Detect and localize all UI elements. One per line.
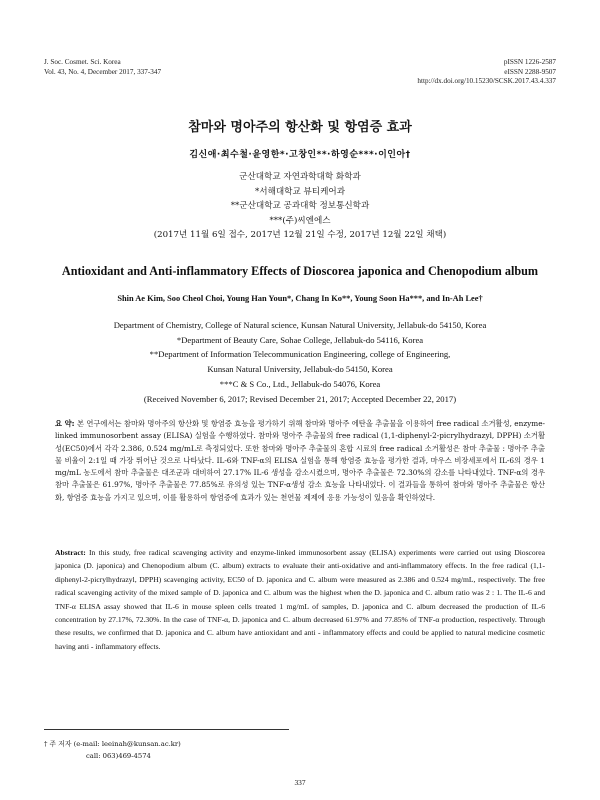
eissn: eISSN 2288-9507 xyxy=(504,67,556,76)
footnote-divider xyxy=(44,729,289,730)
page-number: 337 xyxy=(294,778,306,787)
english-received-dates: (Received November 6, 2017; Revised December 21, 2017; Accepted December 22, 2017) xyxy=(143,393,457,404)
english-abstract-text: In this study, free radical scavenging activity and enzyme-linked immunosorbent assay (ELISA) experiments were carried out using Dioscorea japonica (D. japonica) and Chenopodium album (C. album) extracts to evaluate their anti-oxidative and anti-inflammatory effects. In the free radical (1,1-diphenyl-2-picrylhydrazyl, DPPH) scavenging activity, EC50 of D. japonica and C. album were measured as 2.386 and 0.524 mg/mL, respectively. The free radical scavenging activity of the mixed sample of D. japonica and C. album was the highest when the D. japonica and C. album ratio was 2 : 1. The IL-6 and TNF-α ELISA assay showed that IL-6 in mouse spleen cells treated 1 mg/mL of samples, D. japonica and C. album decreased the production of IL-6 concentration by 27.17%, 72.30%. In the case of TNF-α, D. japonica and C. album decreased 61.97% and 77.85% of TNF-α production, respectively. Through these results, we confirmed that D. japonica and C. album have antioxidant and anti - inflammatory effects and could be applied to natural medicine cosmetic having anti - inflammatory effects. xyxy=(55,548,545,651)
english-affiliations xyxy=(0,318,600,406)
korean-authors: 김신애·최수철·윤영한*·고창인**·하영순***·이인아† xyxy=(189,150,411,160)
journal-header-left xyxy=(44,58,161,77)
english-affiliation: Department of Chemistry, College of Natural science, Kunsan Natural University, Jellabuk-do 54150, Korea xyxy=(113,320,487,330)
korean-received-dates: (2017년 11월 6일 접수, 2017년 12월 21일 수정, 2017년 12월 22일 채택) xyxy=(153,230,447,241)
doi-link[interactable]: http://dx.doi.org/10.15230/SCSK.2017.43.4.337 xyxy=(417,77,556,86)
korean-affiliation: **군산대학교 공과대학 정보통신학과 xyxy=(230,201,370,212)
korean-abstract xyxy=(55,418,545,504)
journal-volume: Vol. 43, No. 4, December 2017, 337-347 xyxy=(44,67,162,76)
journal-header-right xyxy=(417,58,556,87)
journal-name: J. Soc. Cosmet. Sci. Korea xyxy=(44,58,121,66)
english-title: Antioxidant and Anti-inflammatory Effects of Dioscorea japonica and Chenopodium album xyxy=(61,264,539,278)
korean-affiliation: 군산대학교 자연과학대학 화학과 xyxy=(239,172,361,182)
english-authors: Shin Ae Kim, Soo Cheol Choi, Young Han Youn*, Chang In Ko**, Young Soon Ha***, and In-Ah Lee† xyxy=(117,294,483,303)
pissn: pISSN 1226-2587 xyxy=(503,58,556,66)
english-abstract-label: Abstract: xyxy=(55,548,86,557)
korean-affiliation: ***(주)씨엔에스 xyxy=(269,215,331,226)
korean-abstract-label: 요 약: xyxy=(55,419,75,428)
english-affiliation: Kunsan Natural University, Jellabuk-do 54150, Korea xyxy=(207,364,393,375)
corresponding-author-email: † 주 저자 (e-mail: leeinah@kunsan.ac.kr) xyxy=(44,740,181,748)
korean-abstract-text: 본 연구에서는 참마와 명아주의 항산화 및 항염증 효능을 평가하기 위해 참마와 명아주 에탄올 추출물을 이용하여 free radical 소거활성, enzyme-linked immunosorbent assay (ELISA) 실험을 수행하였다. 참마와 명아주 추출물의 free radical (1,1-diphenyl-2-picrylhydrazyl, DPPH) 소거활성(EC50)에서 각각 2.386, 0.524 mg/mL로 측정되었다. 또한 참마와 명아주 추출물의 혼합 시료의 free radical 소거활성은 참마 추출물 : 명아주 추출물 비율이 2:1일 때 가장 뛰어난 것으로 나타났다. IL-6와 TNF-α의 ELISA 실험을 통해 항염증 효능을 평가한 결과, 마우스 비장세포에서 IL-6의 경우 1 mg/mL 농도에서 참마 추출물은 대조군과 대비하여 27.17% IL-6 생성을 감소시켰으며, 명아주 추출물은 72.30%의 감소를 나타내었다. TNF-α의 경우 참마 추출물은 61.97%, 명아주 추출물은 77.85%로 유의성 있는 TNF-α생성 감소 효능을 나타내었다. 이 결과들을 통하여 참마와 명아주 추출물은 항산화, 항염증 효능을 가지고 있으며, 이를 활용하여 항염증에 효과가 있는 천연물 제제에 응용 가능성이 있음을 확인하였다. xyxy=(55,419,545,502)
footnote xyxy=(44,738,181,762)
korean-title: 참마와 명아주의 항산화 및 항염증 효과 xyxy=(188,120,412,135)
english-affiliation: ***C & S Co., Ltd., Jellabuk-do 54076, Korea xyxy=(219,378,381,389)
korean-affiliation: *서해대학교 뷰티케어과 xyxy=(254,186,346,197)
english-affiliation: *Department of Beauty Care, Sohae College, Jellabuk-do 54116, Korea xyxy=(176,334,424,345)
english-abstract xyxy=(55,546,545,653)
corresponding-author-phone: call: 063)469-4574 xyxy=(86,752,151,760)
korean-affiliations xyxy=(0,170,600,243)
english-affiliation: **Department of Information Telecommunication Engineering, college of Engineering, xyxy=(149,349,451,360)
